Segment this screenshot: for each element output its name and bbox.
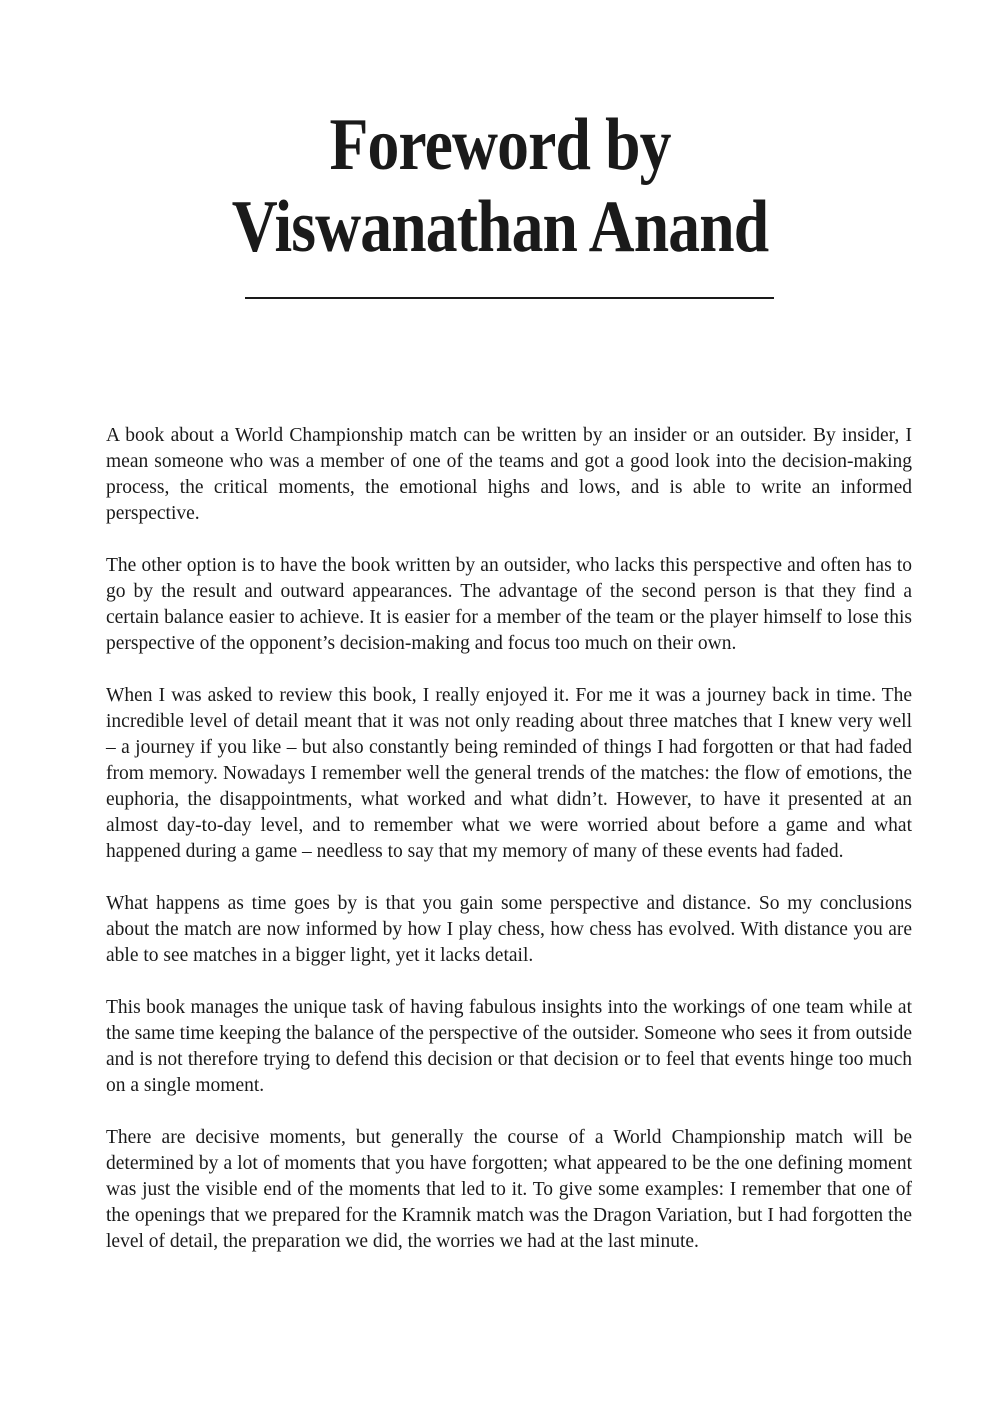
paragraph: When I was asked to review this book, I really enjoyed it. For me it was a journey back in time. The incredible level of detail meant that it was not only reading about three matches that I knew very well – a journey if you like – but also constantly being reminded of things I had forgotten or that had faded from memory. Nowadays I remember well the general trends of the matches: the flow of emotions, the euphoria, the disappointments, what worked and what didn’t. However, to have it presented at an almost day-to-day level, and to remember what we were worried about before a game and what happened during a game – needless to say that my memory of many of these events had faded. — [106, 685, 912, 862]
paragraph: What happens as time goes by is that you gain some perspective and distance. So my conclusions about the match are now informed by how I play chess, how chess has evolved. With distance you are able to see matches in a bigger light, yet it lacks detail. — [106, 893, 912, 966]
title-line-2: Viswanathan Anand — [231, 186, 769, 268]
body-text — [106, 423, 912, 1255]
title-divider — [245, 297, 774, 299]
page-title — [0, 104, 1000, 268]
paragraph: A book about a World Championship match can be written by an insider or an outsider. By insider, I mean someone who was a member of one of the teams and got a good look into the decision-making process, the critical moments, the emotional highs and lows, and is able to write an informed perspective. — [106, 425, 912, 524]
paragraph: This book manages the unique task of having fabulous insights into the workings of one team while at the same time keeping the balance of the perspective of the outsider. Someone who sees it from outside and is not therefore trying to defend this decision or that decision or to feel that events hinge too much on a single moment. — [106, 997, 912, 1096]
title-line-1: Foreword by — [329, 104, 671, 186]
paragraph: The other option is to have the book written by an outsider, who lacks this perspective and often has to go by the result and outward appearances. The advantage of the second person is that they find a certain balance easier to achieve. It is easier for a member of the team or the player himself to lose this perspective of the opponent’s decision-making and focus too much on their own. — [106, 555, 912, 654]
paragraph: There are decisive moments, but generally the course of a World Championship match will be determined by a lot of moments that you have forgotten; what appeared to be the one defining moment was just the visible end of the moments that led to it. To give some examples: I remember that one of the openings that we prepared for the Kramnik match was the Dragon Variation, but I had forgotten the level of detail, the preparation we did, the worries we had at the last minute. — [106, 1127, 912, 1252]
